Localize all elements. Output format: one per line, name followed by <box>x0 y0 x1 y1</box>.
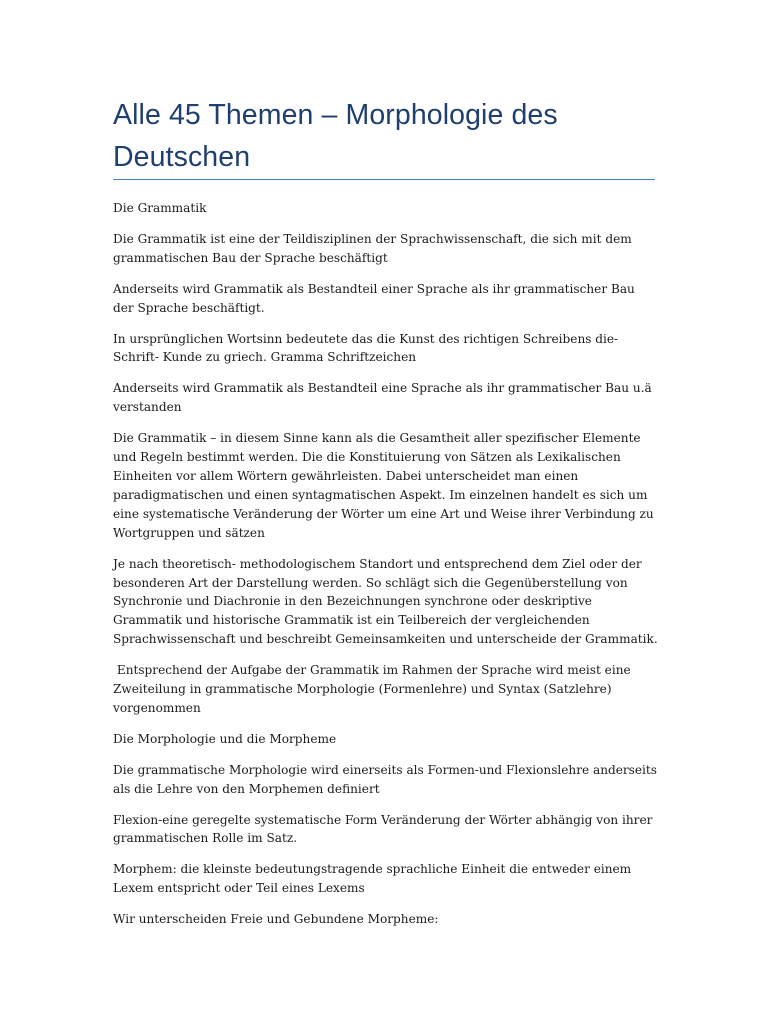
paragraph: Anderseits wird Grammatik als Bestandteil eine Sprache als ihr grammatischer Bau u.ä verstanden <box>113 381 652 415</box>
paragraph: Entsprechend der Aufgabe der Grammatik im Rahmen der Sprache wird meist eine Zweiteilung in grammatische Morphologie (Formenlehre) und Syntax (Satzlehre) vorgenommen <box>113 663 635 715</box>
paragraph: Wir unterscheiden Freie und Gebundene Morpheme: <box>113 912 439 927</box>
paragraph: Die Grammatik ist eine der Teildisziplinen der Sprachwissenschaft, die sich mit dem grammatischen Bau der Sprache beschäftigt <box>113 231 632 265</box>
paragraph: Flexion-eine geregelte systematische Form Veränderung der Wörter abhängig von ihrer grammatischen Rolle im Satz. <box>113 812 653 846</box>
title-underline-rule <box>113 179 655 180</box>
section-heading-morphologie: Die Morphologie und die Morpheme <box>113 731 337 746</box>
paragraph: Die Grammatik – in diesem Sinne kann als die Gesamtheit aller spezifischer Elemente und Regeln bestimmt werden. Die die Konstituierung von Sätzen als Lexikalischen Einheiten vor allem Wörtern gewährleisten. Dabei unterscheidet man einen paradigmatischen und einen syntagmatischen Aspekt. Im einzelnen handelt es sich um eine systematische Veränderung der Wörter um eine Art und Weise ihrer Verbindung zu Wortgruppen und sätzen <box>113 431 654 540</box>
document-title: Alle 45 Themen – Morphologie des Deutschen <box>113 99 558 173</box>
paragraph: Je nach theoretisch- methodologischem Standort und entsprechend dem Ziel oder der besonderen Art der Darstellung werden. So schlägt sich die Gegenüberstellung von Synchronie und Diachronie in den Bezeichnungen synchrone oder deskriptive Grammatik und historische Grammatik ist ein Teilbereich der vergleichenden Sprachwissenschaft und beschreibt Gemeinsamkeiten und unterscheide der Grammatik. <box>113 556 658 647</box>
section-heading-grammatik: Die Grammatik <box>113 201 207 215</box>
paragraph: Anderseits wird Grammatik als Bestandteil einer Sprache als ihr grammatischer Bau der Sprache beschäftigt. <box>113 281 635 315</box>
paragraph: In ursprünglichen Wortsinn bedeutete das die Kunst des richtigen Schreibens die- Schrift- Kunde zu griech. Gramma Schriftzeichen <box>113 331 619 365</box>
paragraph: Die grammatische Morphologie wird einerseits als Formen-und Flexionslehre anderseits als die Lehre von den Morphemen definiert <box>113 762 657 796</box>
document-body <box>113 199 658 941</box>
paragraph: Morphem: die kleinste bedeutungstragende sprachliche Einheit die entweder einem Lexem entspricht oder Teil eines Lexems <box>113 862 632 896</box>
